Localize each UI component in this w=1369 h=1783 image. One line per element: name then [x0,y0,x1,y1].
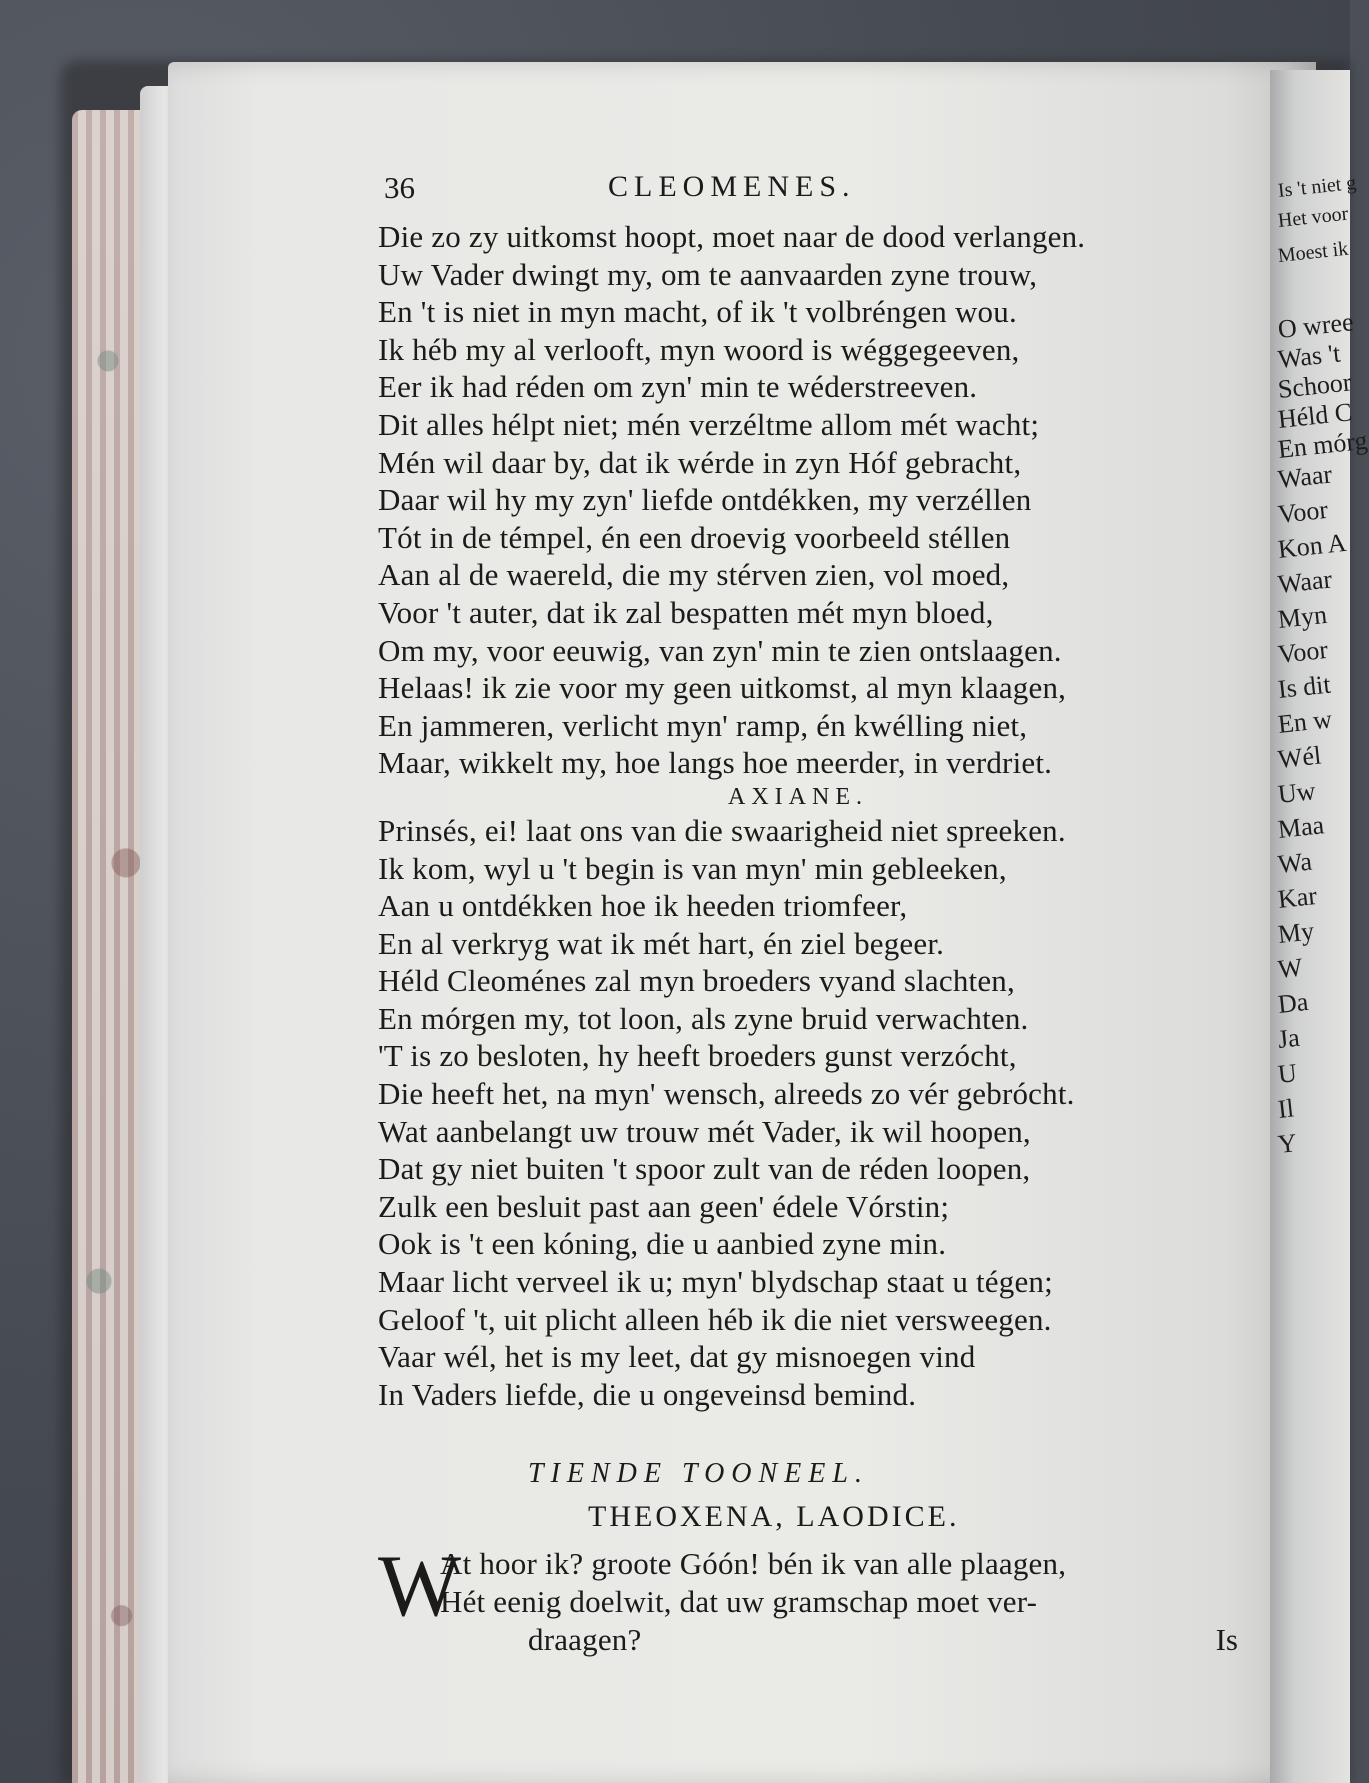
facing-page-fragment: Waar [1276,459,1334,494]
speech-one [378,218,1258,782]
facing-page-fragment: Het voor [1276,202,1350,232]
facing-page-fragment: Ja [1276,1022,1302,1054]
verse-line: Daar wil hy my zyn' liefde ontdékken, my verzéllen [378,482,1032,518]
catchword: Is [1215,1622,1238,1658]
facing-page-fragment: Kar [1276,881,1319,914]
page-text-block [378,170,1258,1658]
facing-page-fragment: Da [1276,986,1310,1019]
facing-page-fragment: U [1276,1058,1299,1089]
page-number: 36 [384,170,415,205]
scene-opening [378,1538,1258,1658]
verse-line: Zulk een besluit past aan geen' édele Vórstin; [378,1188,950,1224]
verse-line: Maar licht verveel ik u; myn' blydschap staat u tégen; [378,1264,1053,1300]
verse-line: Maar, wikkelt my, hoe langs hoe meerder, in verdriet. [378,745,1053,781]
facing-page-fragment: Is dit [1276,669,1332,704]
verse-line: 'T is zo besloten, hy heeft broeders gunst verzócht, [378,1038,1017,1074]
running-title: CLEOMENES. [608,170,856,203]
facing-page-fragment: Héld C [1276,397,1354,434]
facing-page [1270,70,1369,1783]
opening-line: At hoor ik? groote Góón! bén ik van alle plaagen, [440,1546,1067,1582]
facing-page-fragment: Moest ik [1276,237,1350,267]
facing-page-fragment: Maa [1276,810,1326,844]
facing-page-fragment: Wél [1276,740,1323,774]
verse-line: Ook is 't een kóning, die u aanbied zyne min. [378,1226,947,1262]
verse-line: Aan u ontdékken hoe ik heeden triomfeer, [378,888,908,924]
verse-line: Tót in de témpel, én een droevig voorbeeld stéllen [378,519,1011,555]
verse-line: Wat aanbelangt uw trouw mét Vader, ik wil hoopen, [378,1113,1031,1149]
verse-line: Die zo zy uitkomst hoopt, moet naar de dood verlangen. [378,219,1086,254]
verse-line: Die heeft het, na myn' wensch, alreeds zo vér gebrócht. [378,1076,1075,1112]
scene-title: TIENDE TOONEEL. [528,1458,869,1490]
scene-gap [378,1413,1258,1453]
opening-line: draagen? [528,1621,642,1657]
facing-page-fragment: Uw [1276,776,1317,809]
verse-line: Vaar wél, het is my leet, dat gy misnoegen vind [378,1339,976,1375]
verse-line: Helaas! ik zie voor my geen uitkomst, al myn klaagen, [378,670,1067,706]
verse-line: Héld Cleoménes zal myn broeders vyand slachten, [378,963,1015,999]
verse-line: Dit alles hélpt niet; mén verzéltme allom mét wacht; [378,406,1040,442]
speech-two [378,812,1258,1414]
page-header [378,170,1258,218]
verse-line: Aan al de waereld, die my stérven zien, vol moed, [378,557,1010,593]
verse-line: En 't is niet in myn macht, of ik 't volbréngen wou. [378,294,1017,330]
verse-line: In Vaders liefde, die u ongeveinsd bemind. [378,1376,917,1412]
verse-line: En al verkryg wat ik mét hart, én ziel begeer. [378,925,945,961]
facing-page-fragment: Il [1276,1093,1296,1124]
verse-line: En jammeren, verlicht myn' ramp, én kwélling niet, [378,707,1028,743]
facing-page-fragment: Voor [1276,494,1330,529]
facing-page-fragment: Myn [1276,599,1329,634]
verse-line: Ik kom, wyl u 't begin is van myn' min gebleeken, [378,850,1007,886]
facing-page-fragment: Waar [1276,564,1334,599]
facing-page-fragment: My [1276,916,1316,949]
drop-cap: W [378,1538,462,1636]
verse-line: En mórgen my, tot loon, als zyne bruid verwachten. [378,1000,1029,1036]
verse-line: Dat gy niet buiten 't spoor zult van de réden loopen, [378,1151,1031,1187]
opening-line: Hét eenig doelwit, dat uw gramschap moet ver- [440,1584,1038,1619]
verse-line: Om my, voor eeuwig, van zyn' min te zien ontslaagen. [378,632,1062,668]
facing-page-fragment: W [1276,952,1304,984]
facing-page-fragment: Schoor [1276,367,1353,404]
facing-page-fragment: Wa [1276,846,1314,879]
verse-line: Prinsés, ei! laat ons van die swaarigheid niet spreeken. [378,812,1066,848]
scene-characters: THEOXENA, LAODICE. [588,1500,960,1534]
verse-line: Mén wil daar by, dat ik wérde in zyn Hóf gebracht, [378,444,1022,480]
verse-line: Voor 't auter, dat ik zal bespatten mét myn bloed, [378,594,994,630]
verse-line: Uw Vader dwingt my, om te aanvaarden zyne trouw, [378,256,1038,292]
facing-page-fragment: En w [1276,704,1334,739]
facing-page-fragment: En mórg [1276,425,1369,464]
facing-page-fragment: Kon A [1276,527,1348,564]
verse-line: Ik héb my al verlooft, myn woord is wéggegeeven, [378,331,1020,367]
speaker-name: AXIANE. [728,783,868,810]
facing-page-fragment: Was 't [1276,338,1342,374]
facing-page-fragment: Voor [1276,634,1330,669]
verse-line: Eer ik had réden om zyn' min te wéderstreeven. [378,369,978,405]
verse-line: Geloof 't, uit plicht alleen héb ik die niet versweegen. [378,1301,1052,1337]
facing-page-fragment: O wree [1276,307,1355,344]
facing-page-fragment: Is 't niet g [1276,171,1358,202]
facing-page-fragment: Y [1276,1128,1299,1159]
